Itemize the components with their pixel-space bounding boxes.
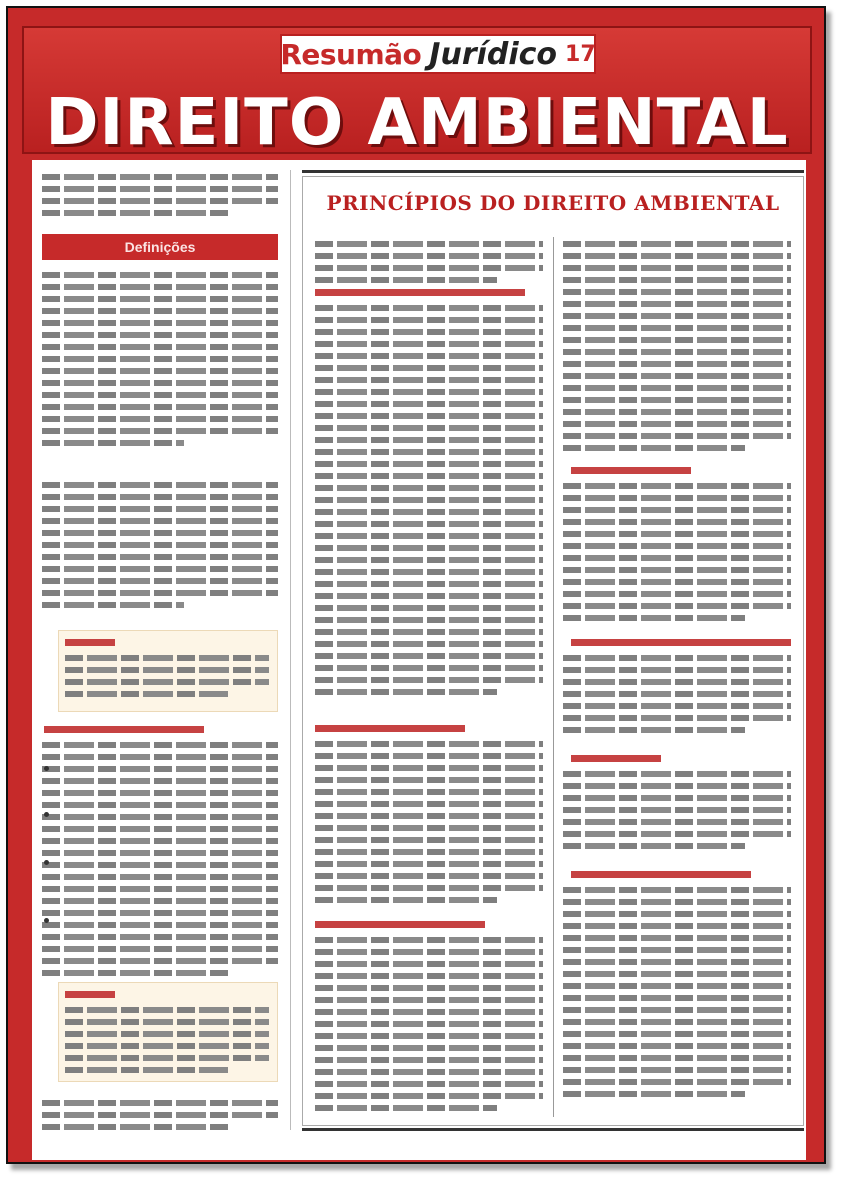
page-title: DIREITO AMBIENTAL xyxy=(45,86,789,160)
principle-text xyxy=(563,655,791,739)
note-box-1 xyxy=(58,630,278,712)
principle-heading xyxy=(571,871,751,878)
principle-text xyxy=(315,937,543,1117)
series-name-2: Jurídico xyxy=(429,36,558,72)
series-tab xyxy=(280,34,596,74)
panel-column-divider xyxy=(553,237,554,1117)
note-label xyxy=(65,639,115,646)
principle-text xyxy=(563,887,791,1103)
list-bullet xyxy=(44,766,49,771)
principle-heading xyxy=(571,755,661,762)
closing-text xyxy=(42,1100,278,1136)
panel-title: PRINCÍPIOS DO DIREITO AMBIENTAL xyxy=(326,191,780,215)
list-bullet xyxy=(44,812,49,817)
principle-text xyxy=(563,483,791,627)
note-label xyxy=(65,991,115,998)
list-bullet xyxy=(44,860,49,865)
content-area xyxy=(32,160,806,1160)
series-number: 17 xyxy=(565,41,596,67)
header-banner xyxy=(22,26,812,160)
principles-panel xyxy=(302,176,804,1126)
panel-rule-bottom xyxy=(302,1128,804,1131)
list-bullet xyxy=(44,918,49,923)
principles-intro xyxy=(315,241,543,289)
principle-heading xyxy=(571,639,791,646)
principle-heading xyxy=(315,725,465,732)
panel-rule-top xyxy=(302,170,804,173)
intro-text xyxy=(42,174,278,222)
subsection-label xyxy=(44,726,204,733)
column-divider xyxy=(290,170,291,1130)
note-text xyxy=(65,1007,269,1079)
principle-heading xyxy=(571,467,691,474)
note-text xyxy=(65,655,269,703)
principle-text xyxy=(315,741,543,909)
section-bar xyxy=(42,234,278,260)
principle-text xyxy=(563,241,791,457)
principle-text xyxy=(315,305,543,701)
definitions-text-2 xyxy=(42,482,278,614)
principle-heading xyxy=(315,921,485,928)
section-title: Definições xyxy=(124,239,196,255)
note-box-2 xyxy=(58,982,278,1082)
series-name: Resumão xyxy=(280,37,422,71)
list-text xyxy=(42,742,278,982)
cover-sheet xyxy=(6,6,826,1164)
principle-text xyxy=(563,771,791,855)
definitions-text xyxy=(42,272,278,452)
principle-heading xyxy=(315,289,525,296)
